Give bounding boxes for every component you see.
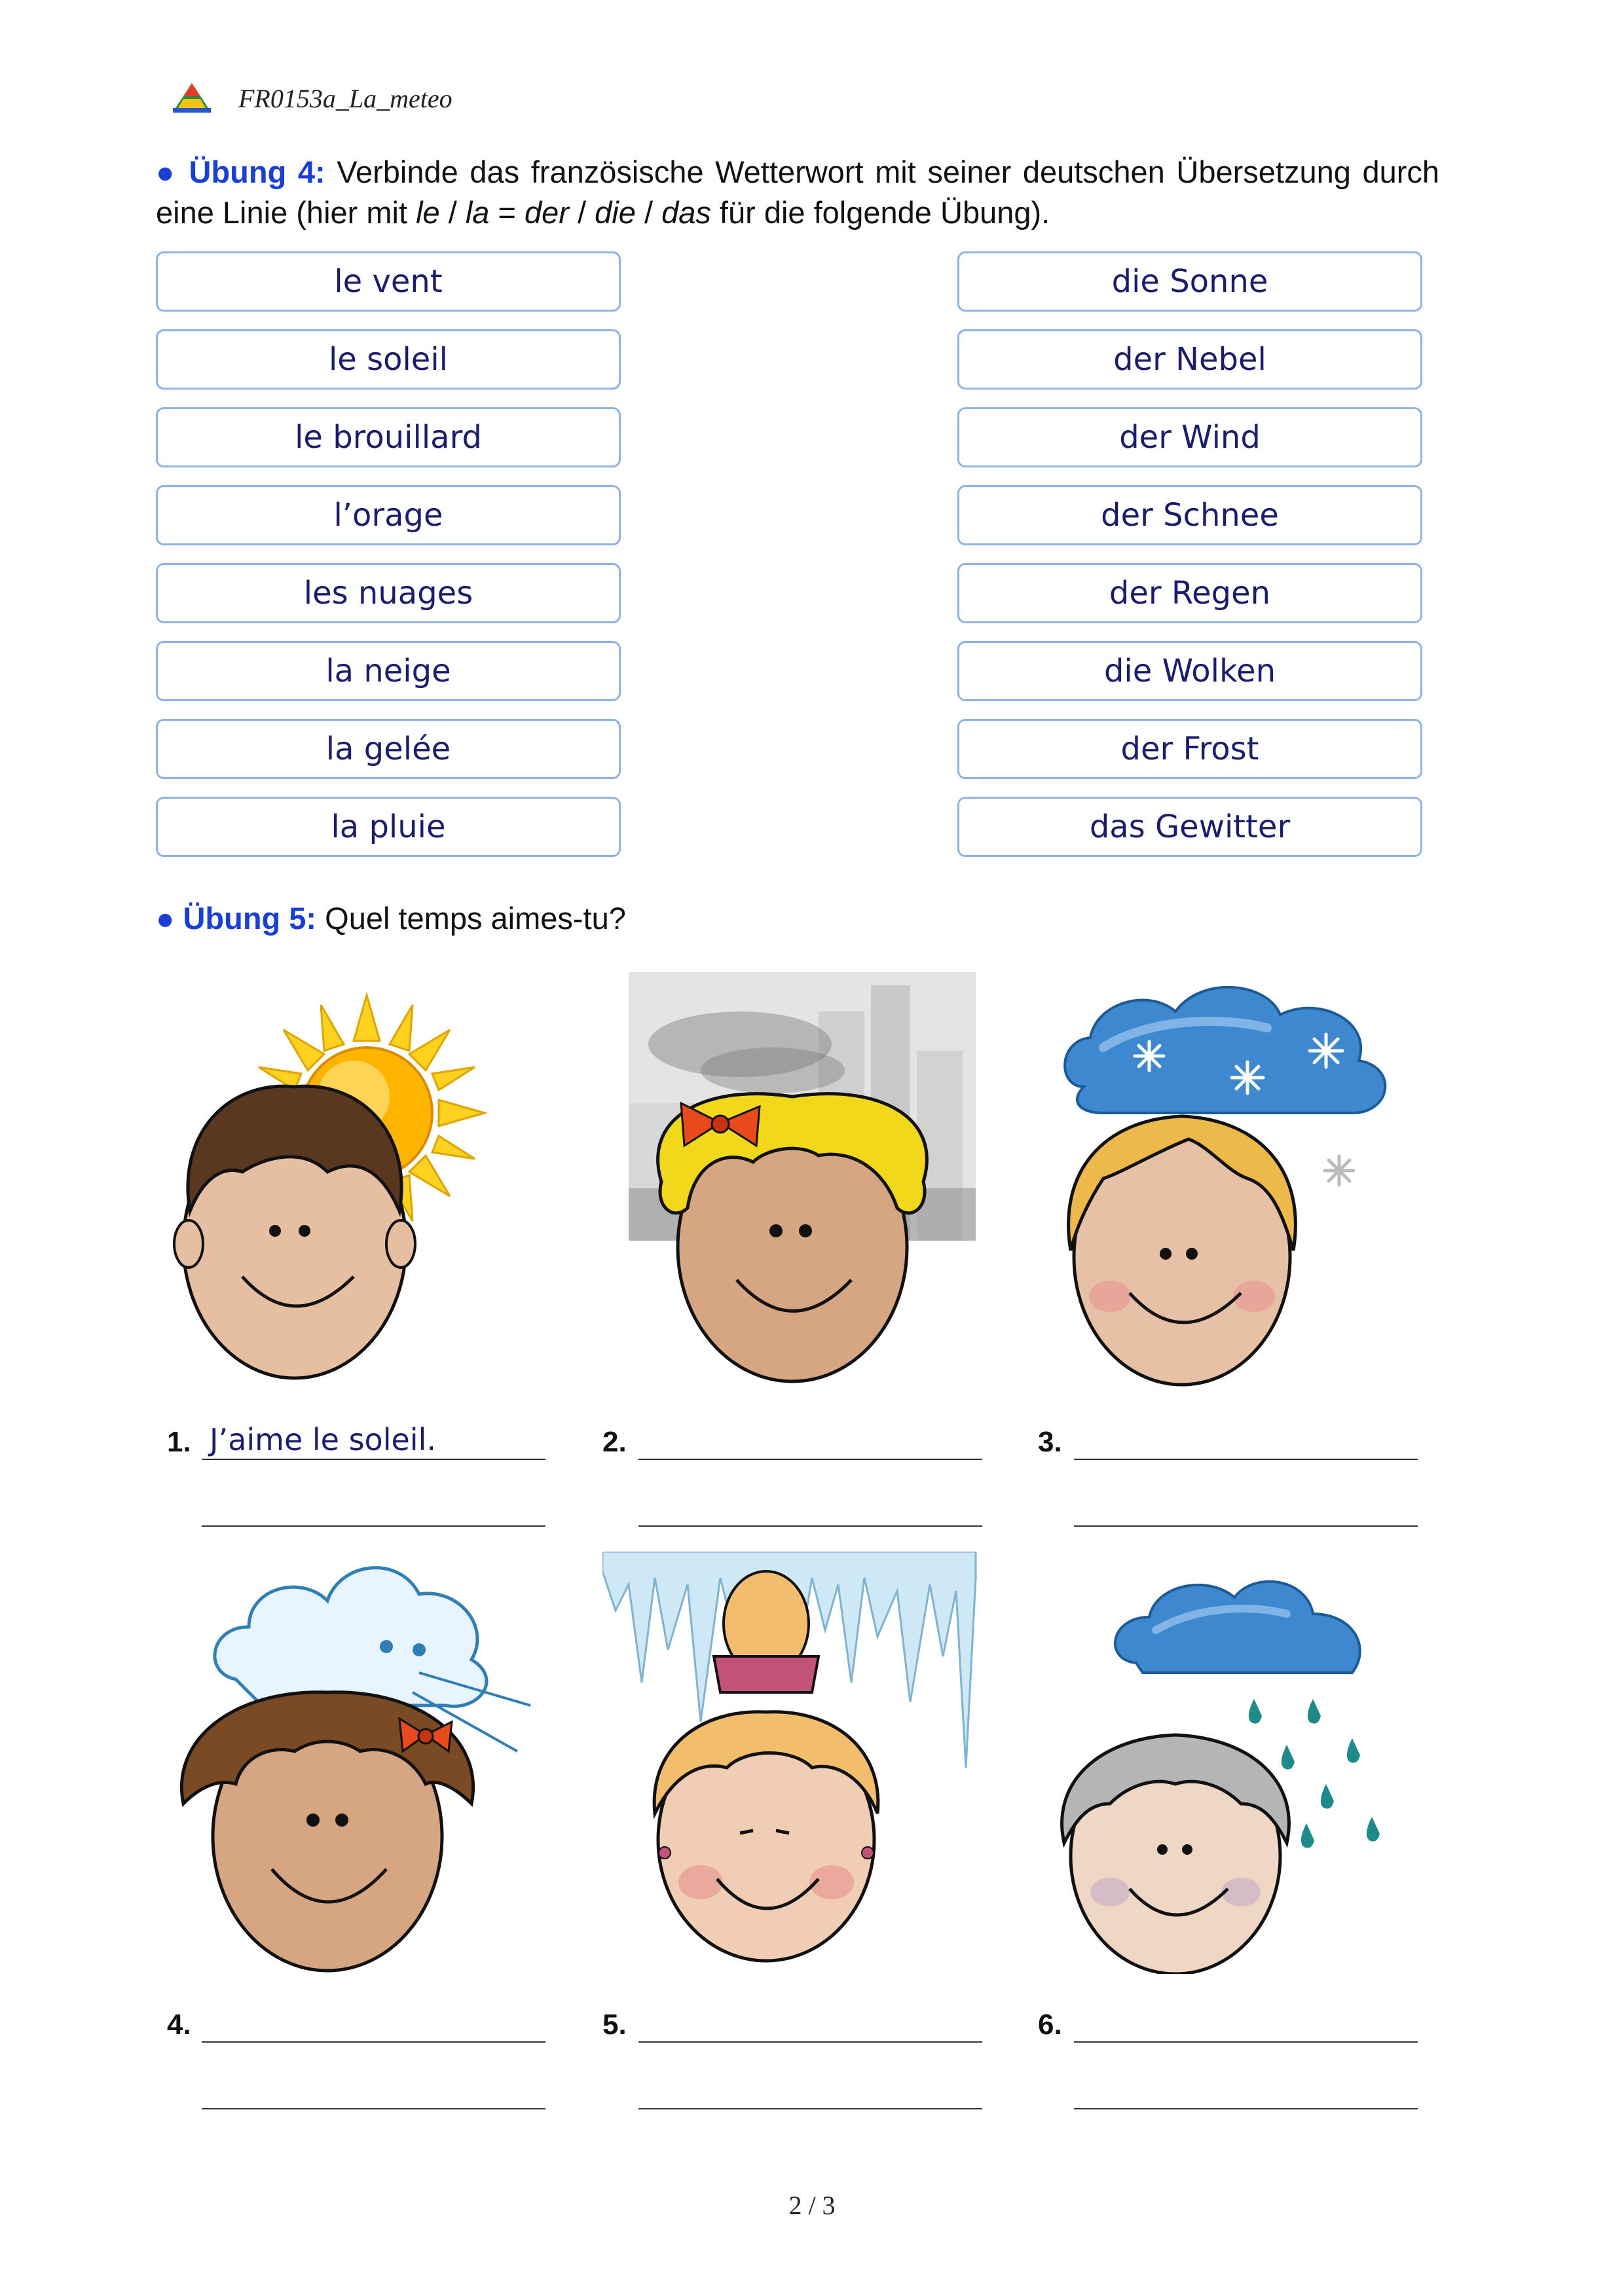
- boy-face: [174, 1086, 415, 1378]
- equals-sign: =: [489, 195, 525, 230]
- page-number: 2 / 3: [788, 2191, 836, 2220]
- girl-face-brunette: [181, 1692, 473, 1971]
- french-word-box[interactable]: la neige: [156, 641, 621, 701]
- item-number: 6.: [1038, 2009, 1062, 2041]
- german-word-box[interactable]: die Sonne: [957, 251, 1422, 312]
- answer-line[interactable]: [638, 1525, 982, 1527]
- sun-face-illustration: [164, 969, 557, 1388]
- instruction-text-b: für die folgende Übung).: [710, 195, 1050, 230]
- logo-icon: [169, 82, 215, 115]
- answer-line[interactable]: [638, 2108, 982, 2109]
- french-word-box[interactable]: le brouillard: [156, 407, 621, 467]
- german-word-box[interactable]: die Wolken: [957, 641, 1422, 701]
- answer-text[interactable]: J’aime le soleil.: [210, 1422, 436, 1457]
- french-word-box[interactable]: les nuages: [156, 563, 621, 623]
- bullet-icon: ●: [156, 155, 177, 189]
- exercise4-instruction: [156, 152, 1439, 233]
- item-number: 5.: [602, 2009, 627, 2041]
- exercise4-title: Übung 4:: [189, 155, 325, 189]
- article-der: der: [525, 195, 569, 230]
- answer-line[interactable]: [1074, 1459, 1418, 1460]
- fog-face-illustration: [602, 972, 982, 1391]
- answer-line[interactable]: [202, 1459, 545, 1460]
- german-word-box[interactable]: der Nebel: [957, 329, 1422, 390]
- snow-face-illustration: [1044, 975, 1424, 1394]
- wind-face-illustration: [164, 1542, 557, 1974]
- article-das: das: [661, 195, 711, 230]
- girl-face: [658, 1094, 927, 1381]
- item-number: 4.: [167, 2009, 191, 2041]
- german-word-box[interactable]: der Regen: [957, 563, 1422, 623]
- article-le: le: [416, 195, 440, 230]
- answer-line[interactable]: [1074, 2108, 1418, 2109]
- exercise5-title: Übung 5:: [183, 901, 317, 936]
- separator: /: [635, 195, 662, 230]
- german-word-box[interactable]: der Frost: [957, 719, 1422, 779]
- rain-face-illustration: [1038, 1568, 1424, 1974]
- separator: /: [568, 195, 595, 230]
- document-name: FR0153a_La_meteo: [238, 83, 452, 113]
- german-word-box[interactable]: das Gewitter: [957, 797, 1422, 857]
- french-word-box[interactable]: la gelée: [156, 719, 621, 779]
- item-number: 2.: [602, 1426, 627, 1458]
- french-word-box[interactable]: l’orage: [156, 485, 621, 545]
- article-la: la: [465, 195, 490, 230]
- answer-line[interactable]: [1074, 1525, 1418, 1527]
- answer-line[interactable]: [202, 2041, 545, 2043]
- exercise5-question: Quel temps aimes-tu?: [316, 901, 626, 936]
- answer-line[interactable]: [638, 1459, 982, 1460]
- document-header: [169, 79, 452, 118]
- woman-face-grey: [1062, 1735, 1289, 1974]
- french-word-box[interactable]: le vent: [156, 251, 621, 312]
- item-number: 3.: [1038, 1426, 1062, 1458]
- boy-face-blond: [1069, 1116, 1296, 1385]
- separator: /: [439, 195, 466, 230]
- article-die: die: [595, 195, 636, 230]
- answer-line[interactable]: [638, 2041, 982, 2043]
- french-word-box[interactable]: la pluie: [156, 797, 621, 857]
- exercise5-heading: [156, 900, 626, 936]
- answer-line[interactable]: [1074, 2041, 1418, 2043]
- instruction-text-a: Verbinde das französische Wetterwort mit seiner deutschen Übersetzung durch eine Linie (hier mit: [156, 155, 1440, 230]
- answer-line[interactable]: [202, 2108, 545, 2109]
- icicles-face-illustration: [602, 1552, 982, 1971]
- item-number: 1.: [167, 1426, 191, 1458]
- french-word-box[interactable]: le soleil: [156, 329, 621, 390]
- answer-line[interactable]: [202, 1525, 545, 1527]
- german-word-box[interactable]: der Wind: [957, 407, 1422, 467]
- bullet-icon: ●: [156, 901, 175, 936]
- german-word-box[interactable]: der Schnee: [957, 485, 1422, 545]
